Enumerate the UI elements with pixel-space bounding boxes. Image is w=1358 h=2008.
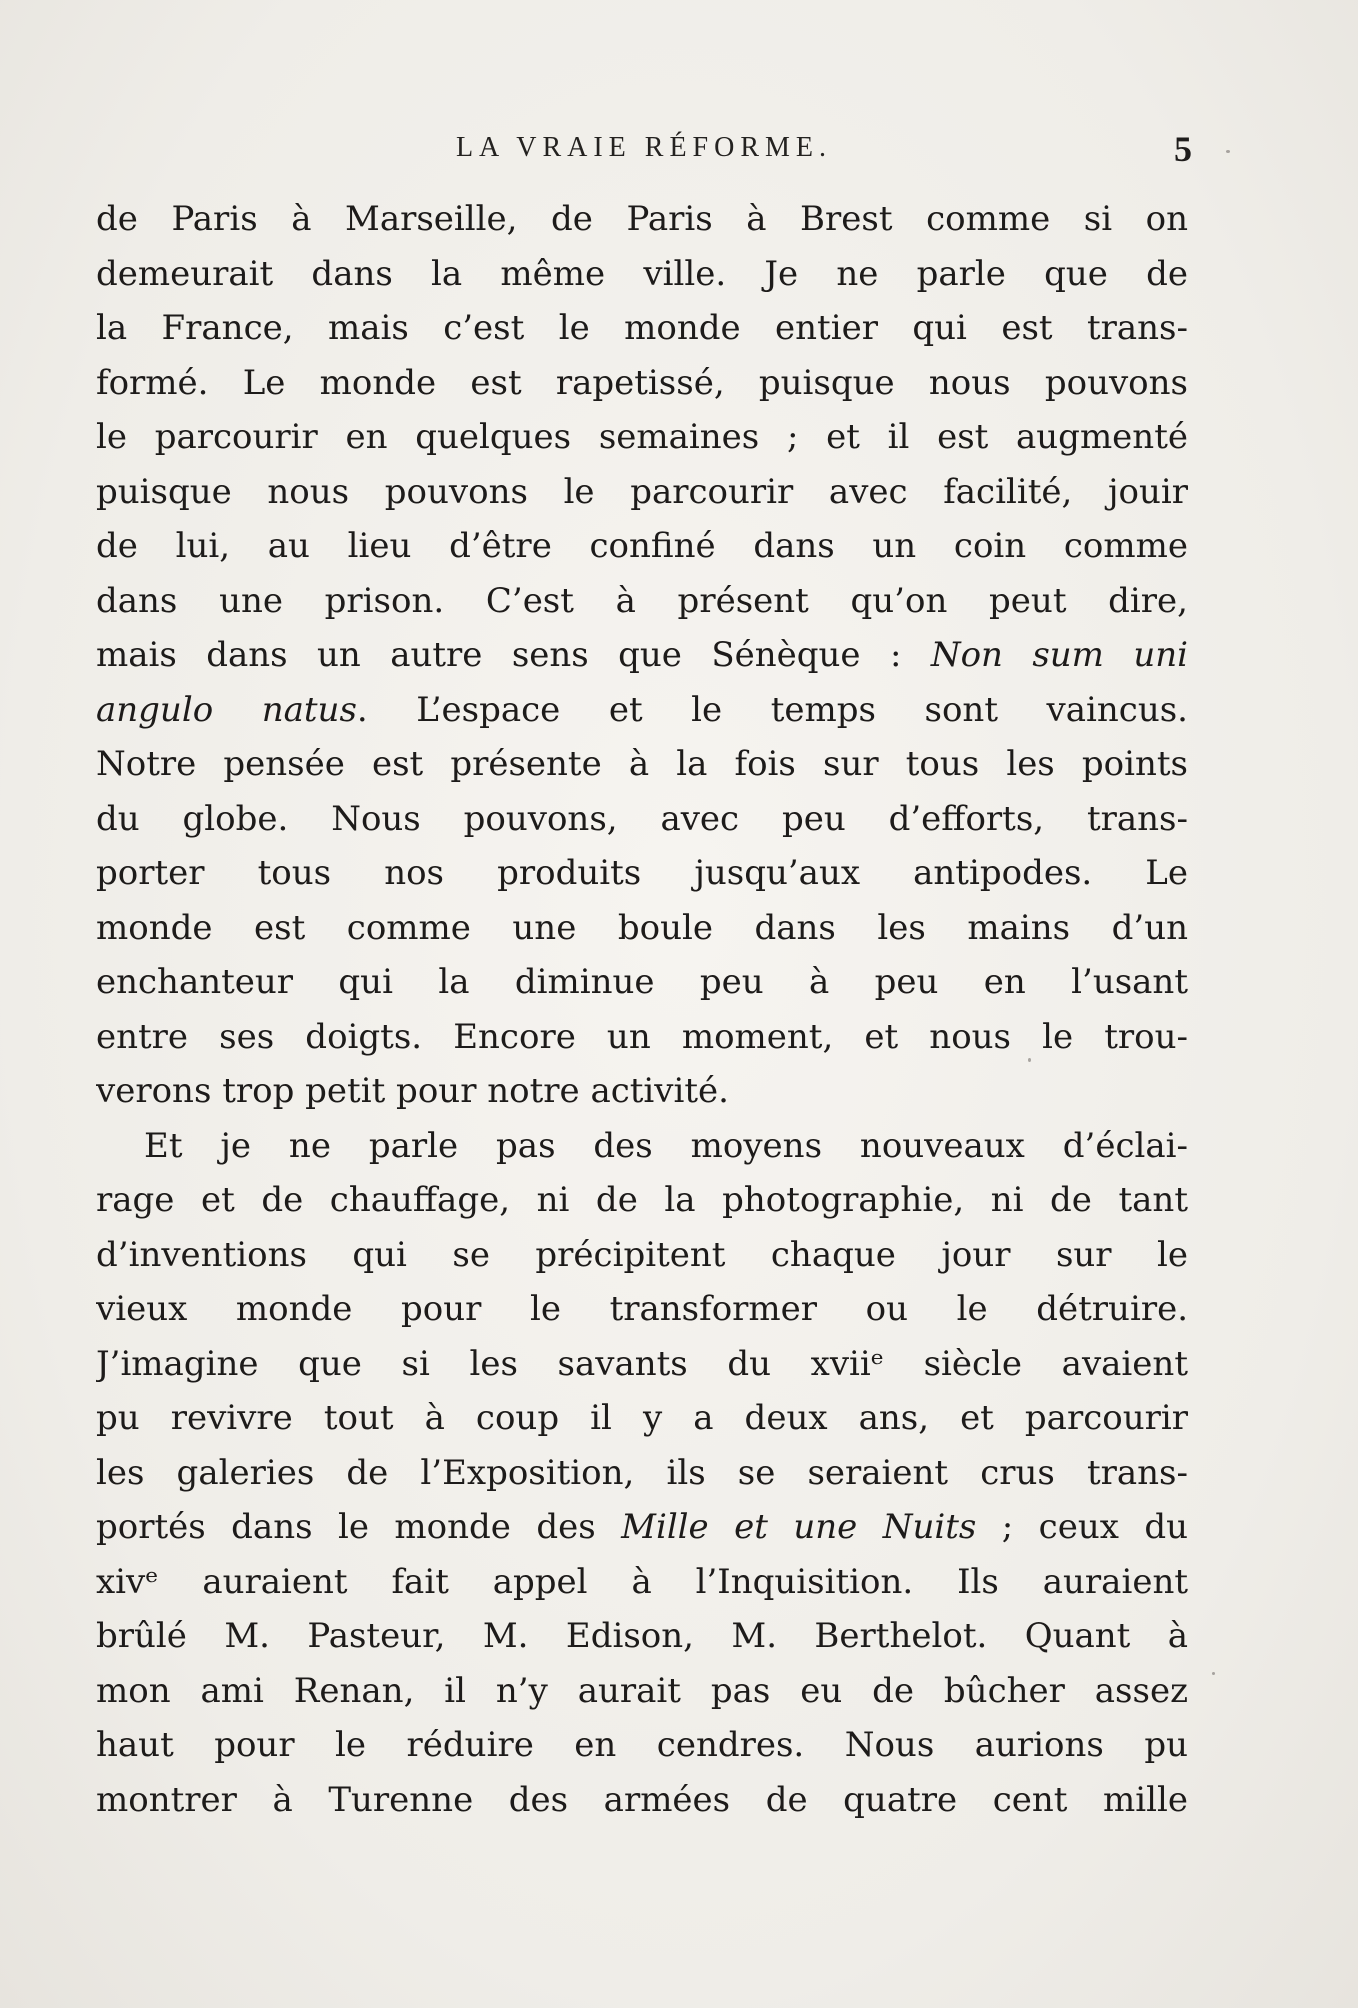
paper-speck	[1212, 1672, 1215, 1675]
text-segment: . L’espace et le temps sont vaincus.	[356, 689, 1188, 730]
text-line: monde est comme une boule dans les mains d’un	[96, 907, 1188, 948]
text-line: de Paris à Marseille, de Paris à Brest comme si on	[96, 199, 1188, 239]
text-line: vieux monde pour le transformer ou le détruire.	[96, 1289, 1188, 1329]
text-line: brûlé M. Pasteur, M. Edison, M. Berthelot. Quant à	[96, 1616, 1188, 1656]
text-line: rage et de chauffage, ni de la photographie, ni de tant	[96, 1180, 1188, 1220]
text-line: formé. Le monde est rapetissé, puisque nous pouvons	[96, 362, 1188, 403]
text-line-with-title	[96, 1500, 1188, 1555]
text-line: de lui, au lieu d’être confiné dans un coin comme	[96, 526, 1188, 566]
text-line: pu revivre tout à coup il y a deux ans, et parcourir	[96, 1398, 1188, 1438]
text-line: enchanteur qui la diminue peu à peu en l’usant	[96, 962, 1188, 1002]
text-line: haut pour le réduire en cendres. Nous aurions pu	[96, 1725, 1188, 1765]
text-line: dans une prison. C’est à présent qu’on peut dire,	[96, 580, 1188, 621]
text-line-with-quote	[96, 683, 1188, 738]
page-number: 5	[1174, 129, 1192, 169]
paper-speck	[1226, 150, 1230, 153]
text-line: J’imagine que si les savants du xviiᵉ siècle avaient	[96, 1343, 1188, 1384]
latin-quote: angulo natus	[96, 689, 357, 730]
text-line: xivᵉ auraient fait appel à l’Inquisition. Ils auraient	[96, 1561, 1188, 1602]
text-line: montrer à Turenne des armées de quatre cent mille	[96, 1779, 1188, 1820]
text-line: mon ami Renan, il n’y aurait pas eu de bûcher assez	[96, 1670, 1188, 1711]
paragraph-end-line: verons trop petit pour notre activité.	[96, 1071, 729, 1111]
paper-speck	[1028, 1058, 1031, 1062]
text-line: d’inventions qui se précipitent chaque jour sur le	[96, 1234, 1188, 1275]
text-segment: portés dans le monde des	[96, 1507, 622, 1547]
text-line-with-quote	[96, 628, 1188, 683]
text-segment: ; ceux du	[976, 1507, 1188, 1547]
running-title: LA VRAIE RÉFORME.	[455, 132, 833, 163]
text-line: la France, mais c’est le monde entier qui est trans-	[96, 308, 1188, 348]
text-line: puisque nous pouvons le parcourir avec facilité, jouir	[96, 471, 1188, 512]
text-segment: mais dans un autre sens que Sénèque :	[96, 635, 931, 675]
text-line: le parcourir en quelques semaines ; et il est augmenté	[96, 417, 1188, 457]
text-line: entre ses doigts. Encore un moment, et nous le trou-	[96, 1016, 1188, 1057]
body-text	[96, 192, 1188, 1827]
text-line: demeurait dans la même ville. Je ne parle que de	[96, 253, 1188, 294]
running-head	[96, 128, 1192, 172]
text-line: les galeries de l’Exposition, ils se seraient crus trans-	[96, 1452, 1188, 1493]
latin-quote: Non sum uni	[930, 635, 1188, 675]
paragraph-start-line: Et je ne parle pas des moyens nouveaux d’éclai-	[144, 1125, 1188, 1166]
text-line: du globe. Nous pouvons, avec peu d’efforts, trans-	[96, 798, 1188, 839]
text-line: Notre pensée est présente à la fois sur tous les points	[96, 744, 1188, 784]
book-title: Mille et une Nuits	[621, 1507, 977, 1547]
text-line: porter tous nos produits jusqu’aux antipodes. Le	[96, 853, 1188, 893]
